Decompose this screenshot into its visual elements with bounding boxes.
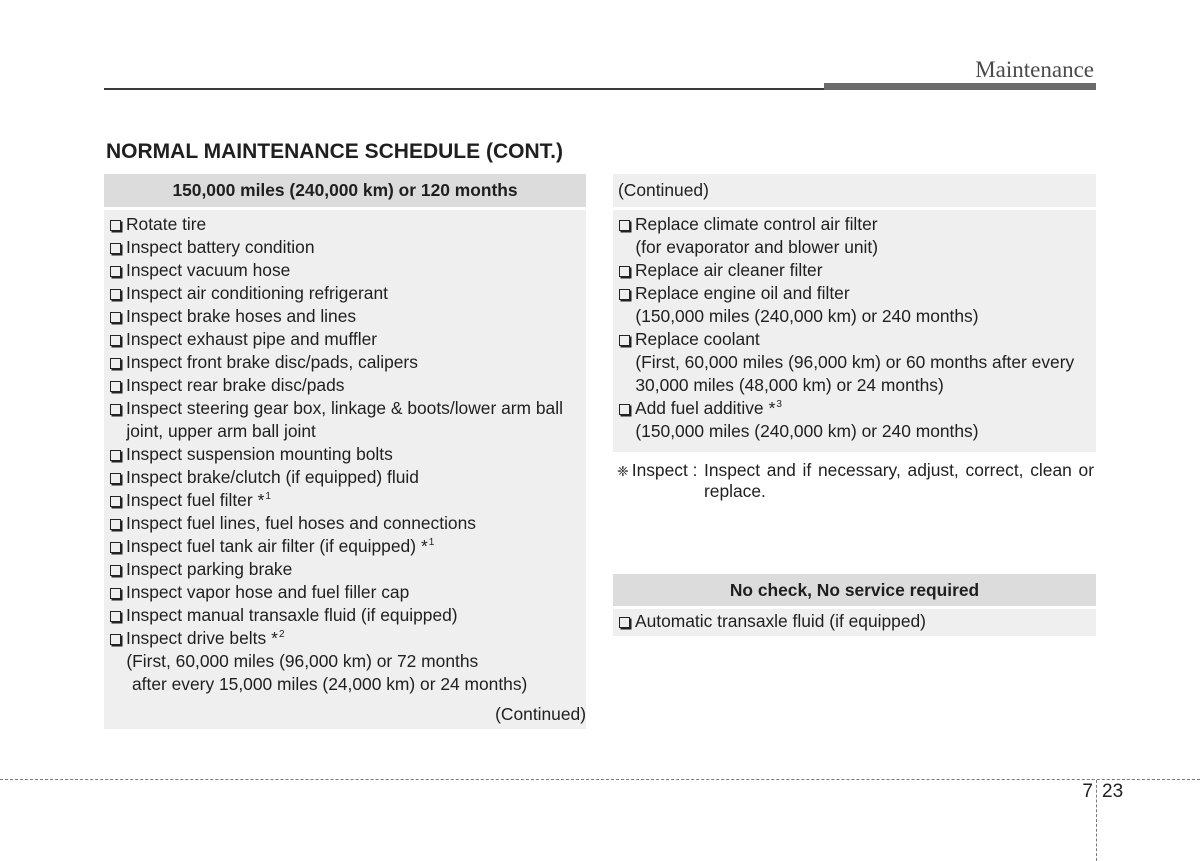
item-line <box>110 374 586 397</box>
item-line <box>110 627 586 650</box>
footer-dashed-rule <box>0 779 1200 780</box>
item-text: Inspect steering gear box, linkage & boots/lower arm ball <box>126 397 563 418</box>
item-text: Inspect parking brake <box>126 558 293 579</box>
checklist-item <box>619 259 1096 282</box>
checklist-item <box>619 328 1096 397</box>
item-text: Add fuel additive <box>635 397 764 418</box>
checklist-item <box>110 305 586 328</box>
item-line <box>619 610 1096 633</box>
checklist-item <box>110 282 586 305</box>
checkbox-icon <box>110 266 121 277</box>
item-line <box>110 259 586 282</box>
checkbox-icon <box>110 588 121 599</box>
checklist-item <box>110 489 586 512</box>
item-line <box>110 535 586 558</box>
item-text: Inspect fuel lines, fuel hoses and connections <box>126 512 476 533</box>
checkbox-icon <box>110 542 121 553</box>
checklist-item <box>110 374 586 397</box>
checkbox-icon <box>110 335 121 346</box>
table-body <box>613 210 1096 452</box>
item-line <box>110 489 586 512</box>
checkbox-icon <box>619 617 630 628</box>
item-text: Inspect air conditioning refrigerant <box>126 282 388 303</box>
item-detail-line: (150,000 miles (240,000 km) or 240 months) <box>635 305 979 326</box>
header-tab-bar <box>824 83 1096 90</box>
item-line <box>110 558 586 581</box>
checkbox-icon <box>110 220 121 231</box>
checklist-item <box>110 328 586 351</box>
item-detail-line: (First, 60,000 miles (96,000 km) or 60 months after every <box>635 351 1075 372</box>
footnote-number: 2 <box>278 628 285 640</box>
item-line <box>619 213 1096 236</box>
table-heading: 150,000 miles (240,000 km) or 120 months <box>104 174 586 207</box>
item-line <box>619 328 1096 351</box>
checkbox-icon <box>110 358 121 369</box>
inspect-definition-note <box>613 460 1096 502</box>
item-line <box>619 259 1096 282</box>
footnote-mark: * <box>768 397 776 418</box>
checklist-item <box>110 581 586 604</box>
item-text: Replace coolant <box>635 328 760 349</box>
checkbox-icon <box>110 634 121 645</box>
item-text: Inspect front brake disc/pads, calipers <box>126 351 418 372</box>
item-text: Inspect exhaust pipe and muffler <box>126 328 378 349</box>
checkbox-icon <box>110 519 121 530</box>
item-line <box>110 305 586 328</box>
footnote-mark: * <box>271 627 278 648</box>
checklist-item <box>110 213 586 236</box>
item-detail-line: (First, 60,000 miles (96,000 km) or 72 months <box>126 650 479 671</box>
footnote-number: 3 <box>776 398 782 410</box>
checklist-item <box>619 282 1096 328</box>
checkbox-icon <box>619 289 630 300</box>
checkbox-icon <box>110 289 121 300</box>
item-text: Inspect brake/clutch (if equipped) fluid <box>126 466 419 487</box>
item-text: Inspect vacuum hose <box>126 259 291 280</box>
checklist-item <box>110 351 586 374</box>
item-line <box>110 282 586 305</box>
checklist-item <box>110 443 586 466</box>
checkbox-icon <box>110 496 121 507</box>
checklist <box>619 213 1096 443</box>
item-detail-line: (150,000 miles (240,000 km) or 240 months) <box>635 420 979 441</box>
checklist-item <box>619 610 1096 633</box>
item-text: Inspect fuel tank air filter (if equipped) <box>126 535 416 556</box>
continued-heading: (Continued) <box>613 174 1096 207</box>
checkbox-icon <box>110 404 121 415</box>
item-text: Automatic transaxle fluid (if equipped) <box>635 610 926 631</box>
item-text: Inspect fuel filter <box>126 489 253 510</box>
checklist <box>619 610 1096 633</box>
item-detail-line: 30,000 miles (48,000 km) or 24 months) <box>635 374 944 395</box>
checkbox-icon <box>110 312 121 323</box>
item-line <box>110 581 586 604</box>
checklist <box>110 213 586 696</box>
checklist-item <box>619 213 1096 259</box>
item-text: Inspect brake hoses and lines <box>126 305 357 326</box>
checklist-item <box>110 397 586 443</box>
footer-vertical-rule <box>1096 780 1097 861</box>
checkbox-icon <box>110 450 121 461</box>
checkbox-icon <box>110 381 121 392</box>
checklist-item <box>110 512 586 535</box>
item-line <box>110 397 586 420</box>
item-text: Replace engine oil and filter <box>635 282 850 303</box>
item-line <box>110 466 586 489</box>
checkbox-icon <box>619 335 630 346</box>
sparkle-icon <box>617 460 632 480</box>
checklist-item <box>110 535 586 558</box>
item-line <box>110 604 586 627</box>
item-text: Inspect battery condition <box>126 236 315 257</box>
header-rule <box>104 88 824 90</box>
checklist-item <box>619 397 1096 443</box>
chapter-number: 7 <box>1082 781 1093 802</box>
checkbox-icon <box>110 611 121 622</box>
no-service-table <box>613 574 1096 636</box>
checklist-item <box>110 466 586 489</box>
checklist-item <box>110 627 586 696</box>
page-number: 23 <box>1102 781 1124 802</box>
item-text: Replace air cleaner filter <box>635 259 823 280</box>
checklist-item <box>110 236 586 259</box>
checkbox-icon <box>110 565 121 576</box>
item-text: Replace climate control air filter <box>635 213 878 234</box>
continued-label: (Continued) <box>495 703 586 724</box>
item-text: Inspect drive belts <box>126 627 267 648</box>
schedule-table-150000-miles <box>104 174 586 729</box>
section-title: Maintenance <box>975 57 1094 82</box>
checklist-item <box>110 259 586 282</box>
item-line <box>619 397 1096 420</box>
note-definition: Inspect and if necessary, adjust, correct, clean or replace. <box>704 460 1094 501</box>
table-body <box>613 609 1096 636</box>
item-text: Inspect manual transaxle fluid (if equipped) <box>126 604 458 625</box>
item-line <box>110 236 586 259</box>
item-line <box>110 328 586 351</box>
item-line <box>110 443 586 466</box>
footnote-mark: * <box>421 535 428 556</box>
item-line <box>110 351 586 374</box>
checkbox-icon <box>619 220 630 231</box>
schedule-table-continued <box>613 174 1096 452</box>
checkbox-icon <box>110 243 121 254</box>
item-detail-line: joint, upper arm ball joint <box>126 420 316 441</box>
item-text: Rotate tire <box>126 213 207 234</box>
item-text: Inspect rear brake disc/pads <box>126 374 345 395</box>
footnote-number: 1 <box>265 490 271 502</box>
item-detail-line: after every 15,000 miles (24,000 km) or 24 months) <box>132 673 528 694</box>
footnote-number: 1 <box>428 536 435 548</box>
footnote-mark: * <box>257 489 265 510</box>
checkbox-icon <box>619 404 630 415</box>
item-text: Inspect vapor hose and fuel filler cap <box>126 581 410 602</box>
note-term-label: Inspect : <box>631 460 698 480</box>
checkbox-icon <box>110 473 121 484</box>
table-body <box>104 210 586 729</box>
page-title: NORMAL MAINTENANCE SCHEDULE (CONT.) <box>106 140 563 163</box>
item-line <box>110 213 586 236</box>
item-line <box>619 282 1096 305</box>
checkbox-icon <box>619 266 630 277</box>
item-detail-line: (for evaporator and blower unit) <box>635 236 879 257</box>
checklist-item <box>110 604 586 627</box>
note-term <box>613 460 704 502</box>
item-text: Inspect suspension mounting bolts <box>126 443 393 464</box>
table-heading: No check, No service required <box>613 574 1096 606</box>
checklist-item <box>110 558 586 581</box>
item-line <box>110 512 586 535</box>
